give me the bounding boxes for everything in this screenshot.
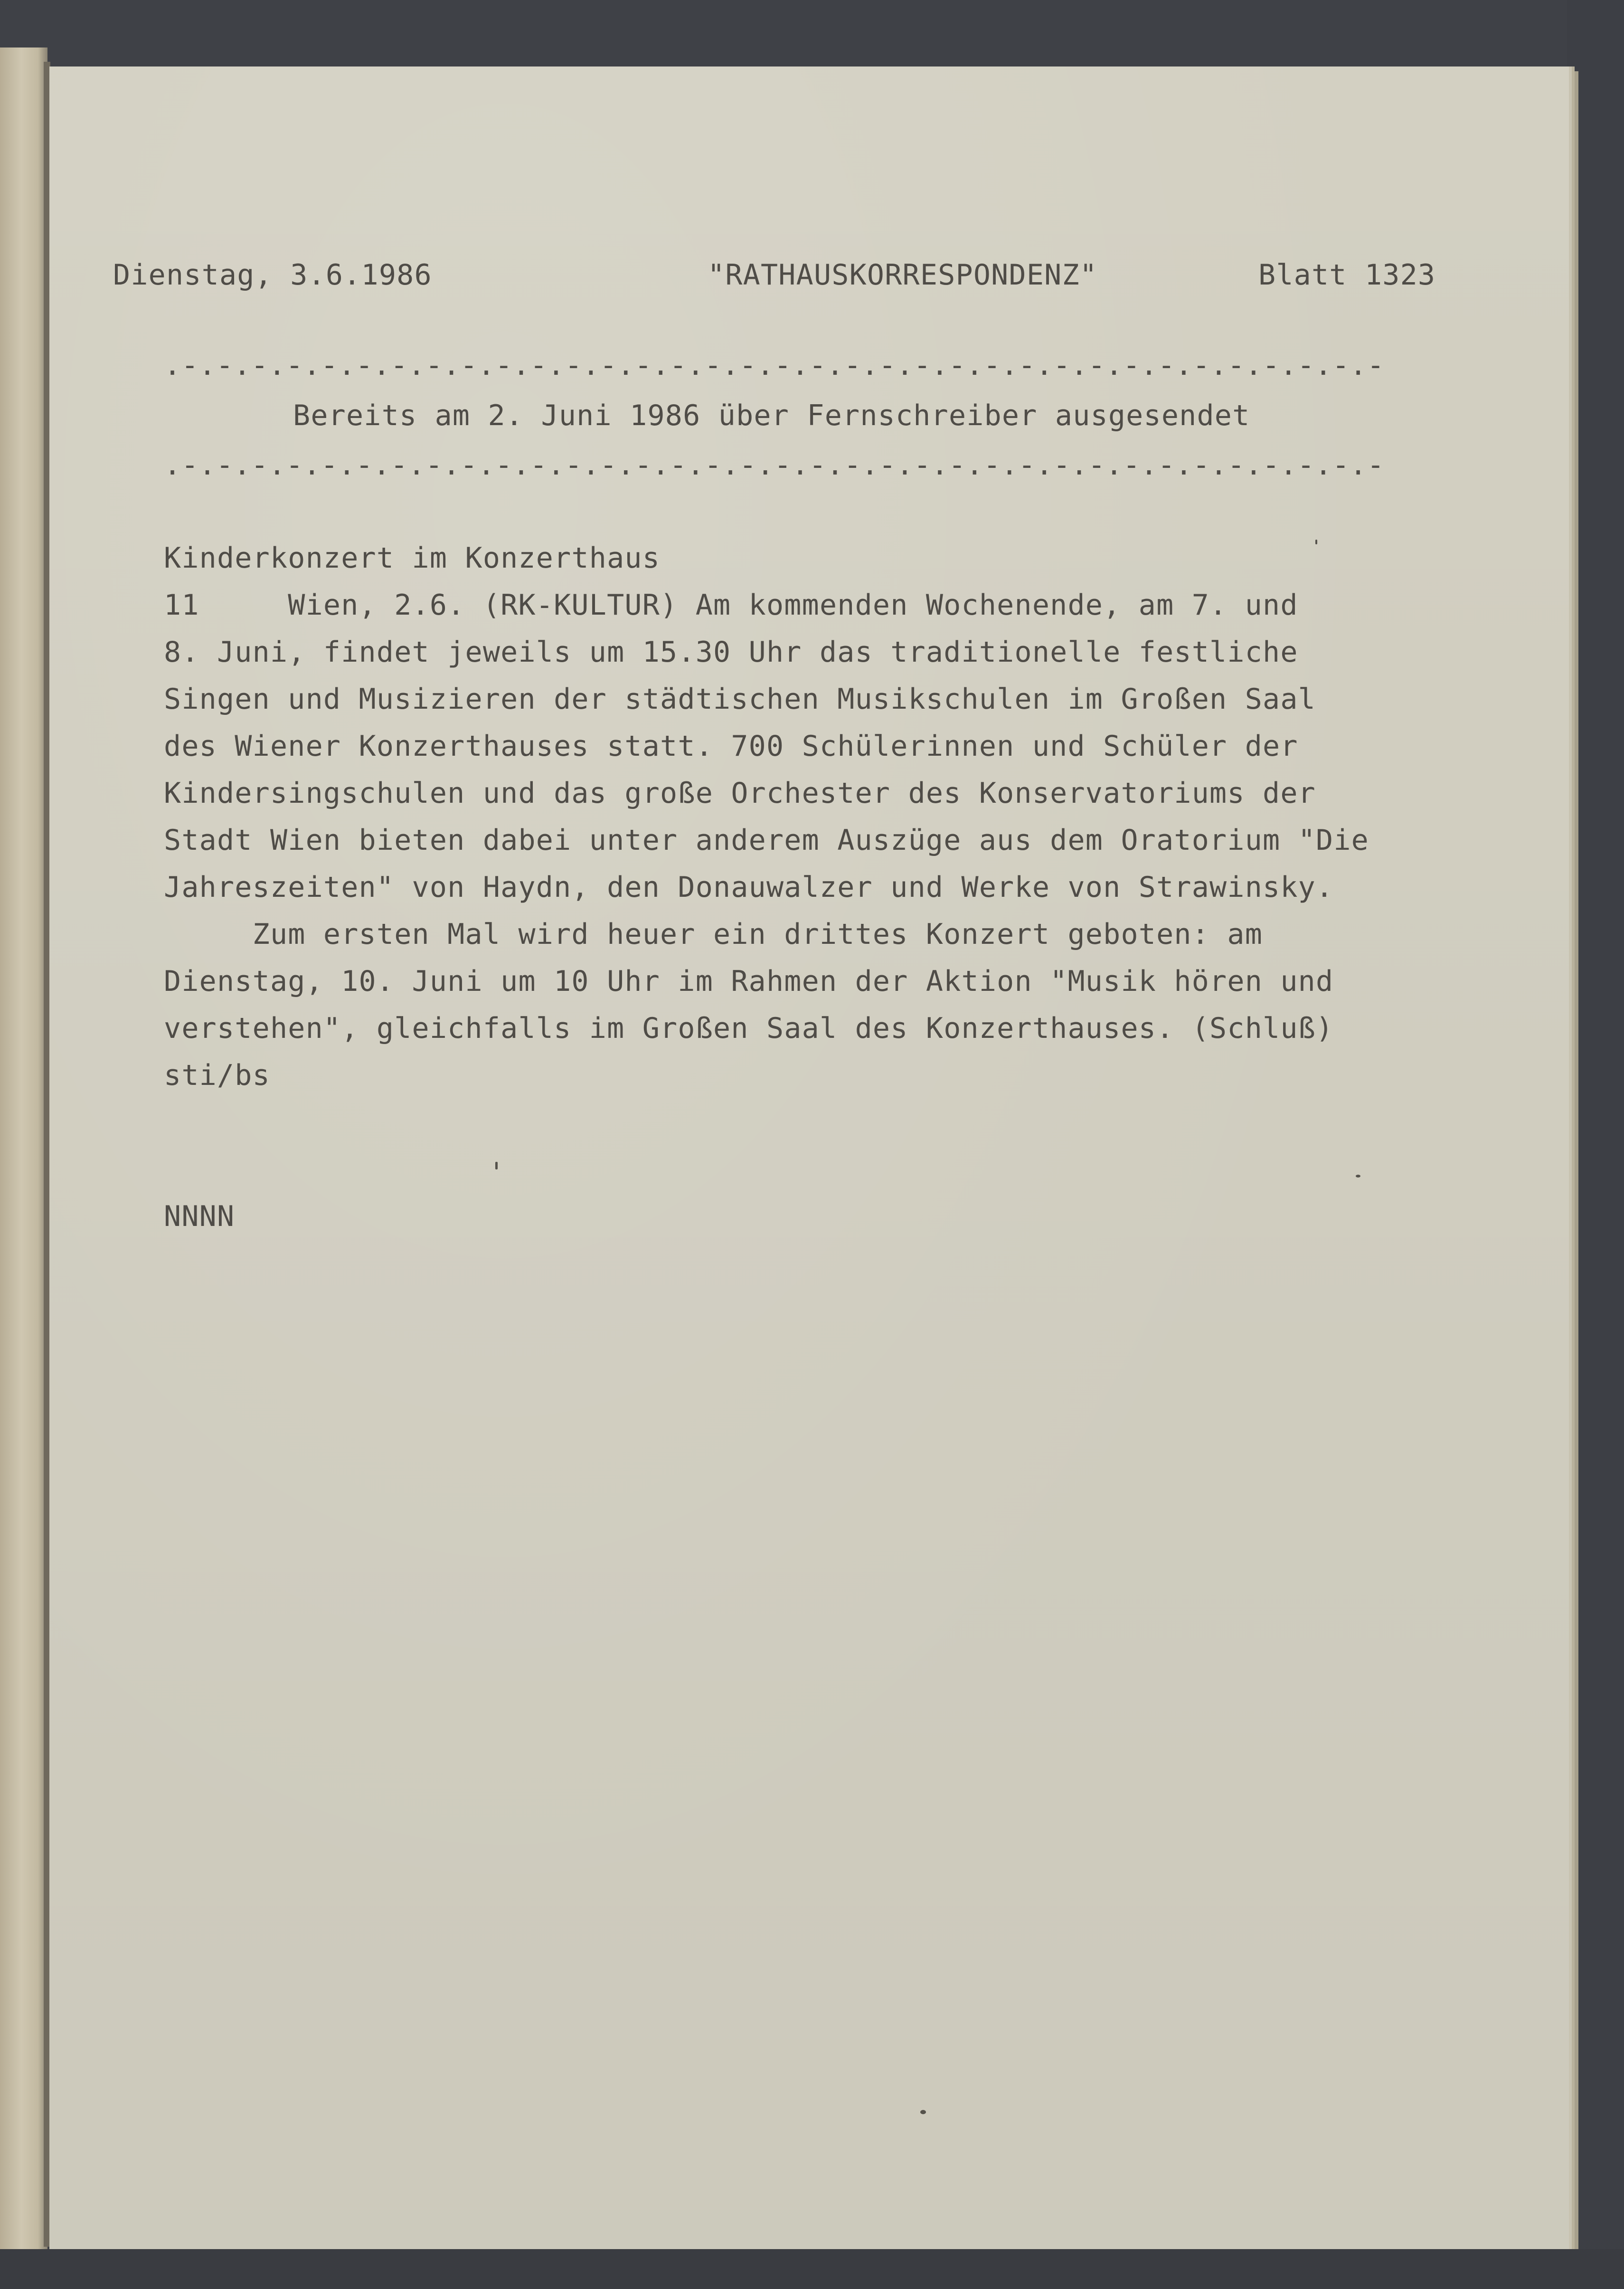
article-line: verstehen", gleichfalls im Großen Saal des Konzerthauses. (Schluß) <box>164 1012 1334 1045</box>
header-sheet-number: Blatt 1323 <box>1258 258 1436 292</box>
end-mark: NNNN <box>164 1200 235 1233</box>
page-header <box>113 252 1452 298</box>
header-date: Dienstag, 3.6.1986 <box>113 258 432 292</box>
paper-speck <box>1356 1175 1360 1178</box>
article-line: Dienstag, 10. Juni um 10 Uhr im Rahmen der Aktion "Musik hören und <box>164 965 1334 998</box>
article-line: Stadt Wien bieten dabei unter anderem Auszüge aus dem Oratorium "Die <box>164 824 1369 857</box>
article-line: 11 Wien, 2.6. (RK-KULTUR) Am kommenden Wochenende, am 7. und <box>164 589 1298 622</box>
article-line: 8. Juni, findet jeweils um 15.30 Uhr das traditionelle festliche <box>164 636 1298 669</box>
article-line: Singen und Musizieren der städtischen Musikschulen im Großen Saal <box>164 683 1316 716</box>
background-board-bottom <box>0 2249 1624 2289</box>
article-line: Kindersingschulen und das große Orchester des Konservatoriums der <box>164 777 1316 810</box>
paper-speck <box>920 2110 926 2114</box>
paper-speck <box>495 1162 498 1169</box>
article-line: des Wiener Konzerthauses statt. 700 Schülerinnen und Schüler der <box>164 730 1298 763</box>
article-line: Jahreszeiten" von Haydn, den Donauwalzer und Werke von Strawinsky. <box>164 871 1334 904</box>
article-line: Zum ersten Mal wird heuer ein drittes Konzert geboten: am <box>164 918 1263 951</box>
transmission-notice: Bereits am 2. Juni 1986 über Fernschreiber ausgesendet <box>293 399 1250 432</box>
paper-speck <box>1315 540 1317 544</box>
article-signature: sti/bs <box>164 1059 270 1092</box>
article-headline: Kinderkonzert im Konzerthaus <box>164 541 661 575</box>
divider-top: .-.-.-.-.-.-.-.-.-.-.-.-.-.-.-.-.-.-.-.-.-.-.-.-.-.-.-.-.-.-.-.-.-.-.- <box>164 349 1385 382</box>
page-shadow <box>1569 71 1578 2249</box>
header-publication: "RATHAUSKORRESPONDENZ" <box>708 258 1098 292</box>
divider-bottom: .-.-.-.-.-.-.-.-.-.-.-.-.-.-.-.-.-.-.-.-.-.-.-.-.-.-.-.-.-.-.-.-.-.-.- <box>164 448 1385 482</box>
left-page-edge <box>0 47 47 2289</box>
